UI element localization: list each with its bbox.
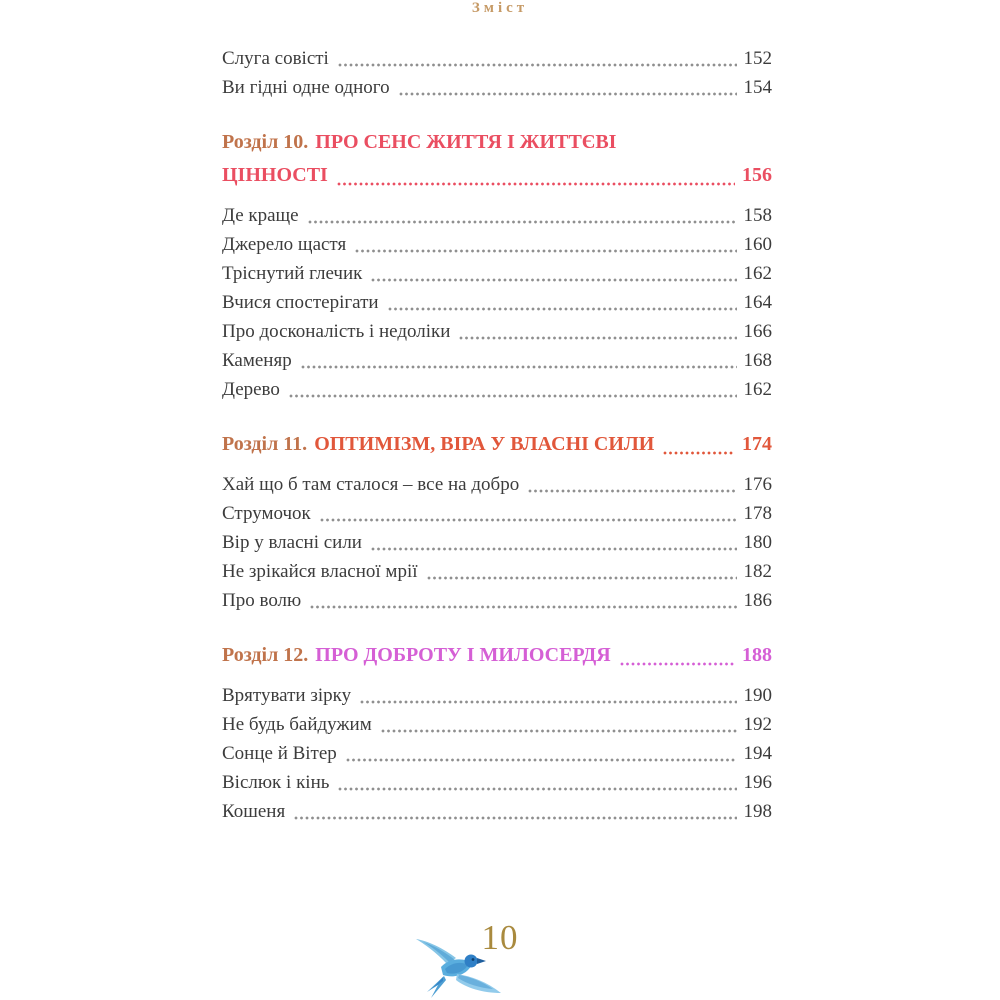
toc-entry xyxy=(222,201,772,230)
entry-label: Хай що б там сталося – все на добро xyxy=(222,474,520,495)
entry-page-number: 180 xyxy=(743,532,772,553)
entry-label: Тріснутий глечик xyxy=(222,263,363,284)
toc-entry xyxy=(222,797,772,826)
section-title: ПРО ДОБРОТУ І МИЛОСЕРДЯ xyxy=(315,644,611,666)
toc-entry xyxy=(222,470,772,499)
section-page-number: 188 xyxy=(742,644,772,666)
section-heading xyxy=(222,126,772,192)
section-page-number: 174 xyxy=(742,433,772,455)
dotted-leader xyxy=(338,63,737,67)
section-title: ОПТИМІЗМ, ВІРА У ВЛАСНІ СИЛИ xyxy=(314,433,655,455)
dotted-leader xyxy=(371,278,736,282)
entry-page-number: 162 xyxy=(743,379,772,400)
dotted-leader xyxy=(338,787,736,791)
section-prefix: Розділ 12. xyxy=(222,644,309,666)
toc-entry xyxy=(222,259,772,288)
toc-entry xyxy=(222,499,772,528)
entry-page-number: 154 xyxy=(743,77,772,98)
bird-icon xyxy=(413,936,509,1000)
entry-label: Кошеня xyxy=(222,801,286,822)
entry-label: Джерело щастя xyxy=(222,234,347,255)
dotted-leader xyxy=(620,662,735,666)
toc-entry xyxy=(222,557,772,586)
dotted-leader xyxy=(320,518,737,522)
section-prefix: Розділ 11. xyxy=(222,433,308,455)
dotted-leader xyxy=(528,489,736,493)
dotted-leader xyxy=(310,605,736,609)
entry-label: Слуга совісті xyxy=(222,48,329,69)
dotted-leader xyxy=(381,729,737,733)
section-title-continued: ЦІННОСТІ xyxy=(222,164,328,186)
section-heading-line2 xyxy=(222,159,772,192)
entry-label: Каменяр xyxy=(222,350,292,371)
dotted-leader xyxy=(360,700,736,704)
toc-entry xyxy=(222,375,772,404)
entry-page-number: 196 xyxy=(743,772,772,793)
section-heading-row xyxy=(222,639,772,672)
entry-label: Струмочок xyxy=(222,503,311,524)
dotted-leader xyxy=(337,182,735,186)
entry-page-number: 164 xyxy=(743,292,772,313)
dotted-leader xyxy=(301,365,737,369)
section-heading xyxy=(222,639,772,672)
entry-page-number: 162 xyxy=(743,263,772,284)
entry-label: Сонце й Вітер xyxy=(222,743,337,764)
entry-label: Віслюк і кінь xyxy=(222,772,330,793)
entry-page-number: 176 xyxy=(743,474,772,495)
dotted-leader xyxy=(371,547,737,551)
dotted-leader xyxy=(388,307,737,311)
toc-entry xyxy=(222,681,772,710)
entry-label: Про досконалість і недоліки xyxy=(222,321,451,342)
entry-page-number: 166 xyxy=(743,321,772,342)
dotted-leader xyxy=(355,249,736,253)
entry-label: Не будь байдужим xyxy=(222,714,372,735)
dotted-leader xyxy=(346,758,737,762)
entry-label: Вір у власні сили xyxy=(222,532,362,553)
toc-entry xyxy=(222,230,772,259)
section-heading-line1 xyxy=(222,126,772,159)
entry-page-number: 158 xyxy=(743,205,772,226)
toc-entry xyxy=(222,528,772,557)
entry-page-number: 198 xyxy=(743,801,772,822)
toc-entry xyxy=(222,317,772,346)
section-heading xyxy=(222,428,772,461)
dotted-leader xyxy=(294,816,736,820)
page-title: Зміст xyxy=(471,0,529,16)
dotted-leader xyxy=(663,451,735,455)
entry-page-number: 190 xyxy=(743,685,772,706)
entry-label: Вчися спостерігати xyxy=(222,292,379,313)
section-heading-row xyxy=(222,428,772,461)
entry-label: Дерево xyxy=(222,379,280,400)
toc-entry xyxy=(222,739,772,768)
entry-label: Врятувати зірку xyxy=(222,685,352,706)
dotted-leader xyxy=(427,576,737,580)
entry-label: Не зрікайся власної мрії xyxy=(222,561,418,582)
toc-entry xyxy=(222,288,772,317)
toc-entry xyxy=(222,44,772,73)
dotted-leader xyxy=(459,336,736,340)
entry-label: Ви гідні одне одного xyxy=(222,77,390,98)
toc-list xyxy=(222,44,772,826)
entry-page-number: 192 xyxy=(743,714,772,735)
toc-entry xyxy=(222,768,772,797)
entry-page-number: 182 xyxy=(743,561,772,582)
toc-entry xyxy=(222,710,772,739)
entry-page-number: 194 xyxy=(743,743,772,764)
dotted-leader xyxy=(399,92,737,96)
dotted-leader xyxy=(308,220,737,224)
dotted-leader xyxy=(289,394,737,398)
section-prefix: Розділ 10. xyxy=(222,131,309,153)
entry-label: Про волю xyxy=(222,590,302,611)
entry-page-number: 186 xyxy=(743,590,772,611)
entry-label: Де краще xyxy=(222,205,299,226)
section-page-number: 156 xyxy=(742,164,772,186)
section-title: ПРО СЕНС ЖИТТЯ І ЖИТТЄВІ xyxy=(315,131,617,153)
entry-page-number: 178 xyxy=(743,503,772,524)
entry-page-number: 160 xyxy=(743,234,772,255)
footer-page-number: 10 xyxy=(481,918,519,957)
toc-entry xyxy=(222,346,772,375)
entry-page-number: 152 xyxy=(743,48,772,69)
toc-entry xyxy=(222,73,772,102)
toc-entry xyxy=(222,586,772,615)
entry-page-number: 168 xyxy=(743,350,772,371)
